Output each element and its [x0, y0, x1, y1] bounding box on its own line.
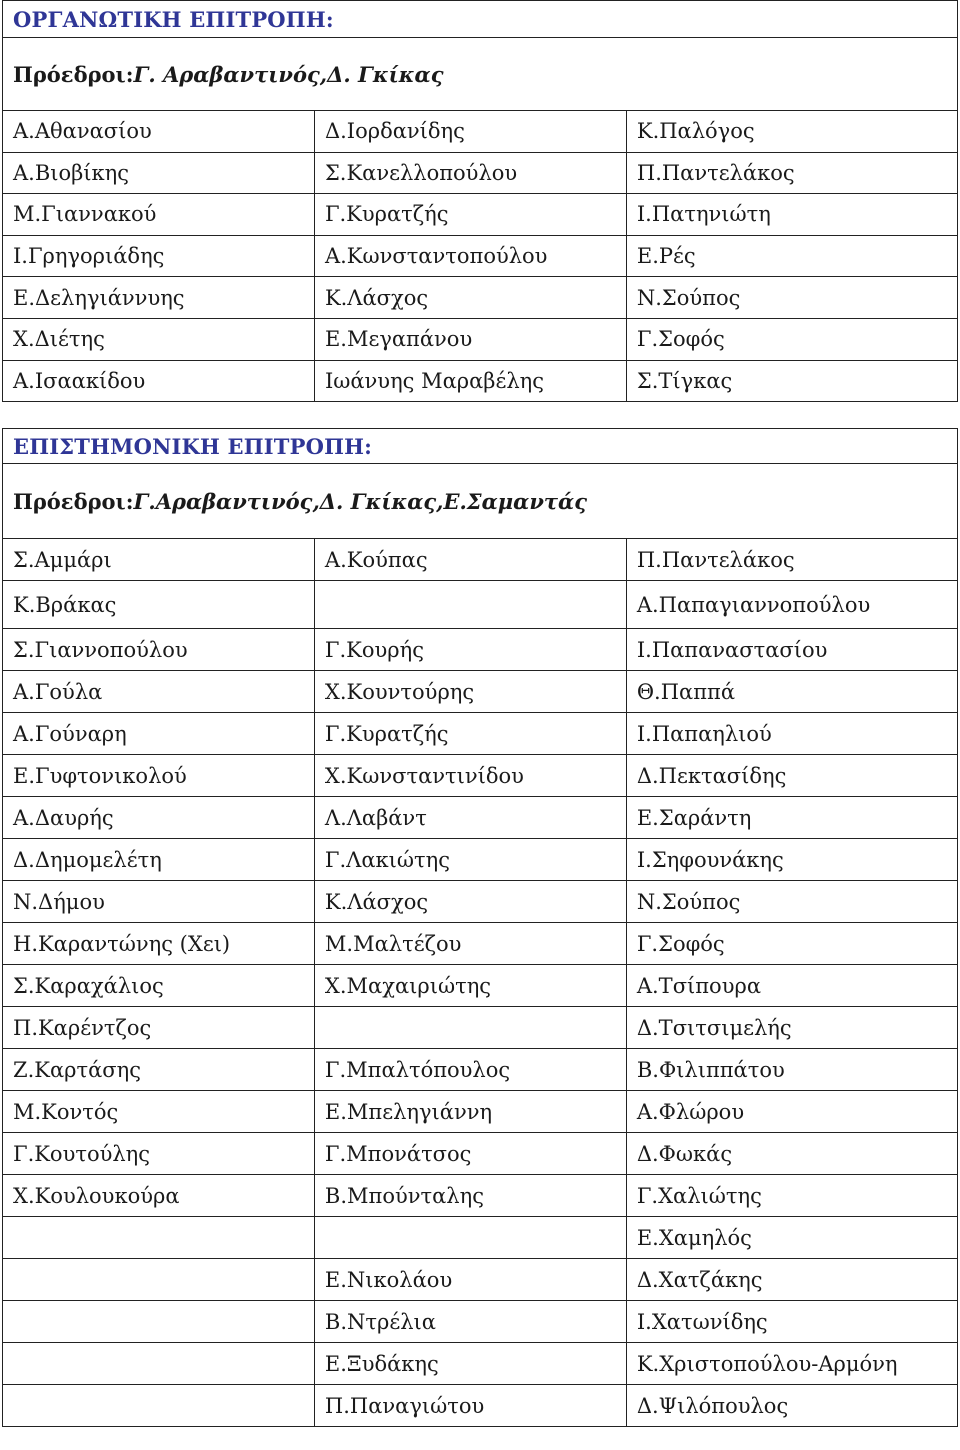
- member-name-cell: Γ.Λακιώτης: [314, 839, 626, 881]
- scientific-committee-table: [2, 428, 958, 1427]
- organizing-members: [3, 111, 958, 402]
- member-name-cell: Γ.Σοφός: [626, 318, 957, 360]
- member-name-cell: Α.Ισαακίδου: [3, 360, 315, 402]
- table-row: [3, 277, 958, 319]
- table-row: [3, 1049, 958, 1091]
- member-name-cell: Γ.Κυρατζής: [314, 713, 626, 755]
- member-name-cell: Β.Φιλιππάτου: [626, 1049, 957, 1091]
- table-row: [3, 923, 958, 965]
- member-name-cell: Β.Μπούνταλης: [314, 1175, 626, 1217]
- member-name-cell: Η.Καραντώνης (Χει): [3, 923, 315, 965]
- organizing-chairs: [3, 38, 958, 111]
- member-name-cell: Π.Παντελάκος: [626, 152, 957, 194]
- member-name-cell: Κ.Λάσχος: [314, 881, 626, 923]
- member-name-cell: Α.Αθανασίου: [3, 111, 315, 153]
- member-name-cell: Δ.Φωκάς: [626, 1133, 957, 1175]
- member-name-cell: Ι.Σηφουνάκης: [626, 839, 957, 881]
- member-name-cell: Ι.Πατηνιώτη: [626, 194, 957, 236]
- member-name-cell: Ε.Μπεληγιάννη: [314, 1091, 626, 1133]
- member-name-cell: Ε.Σαράντη: [626, 797, 957, 839]
- table-row: [3, 965, 958, 1007]
- member-name-cell: Χ.Κωνσταντινίδου: [314, 755, 626, 797]
- member-name-cell: Α.Κωνσταντοπούλου: [314, 235, 626, 277]
- member-name-cell: Ν.Σούπος: [626, 881, 957, 923]
- member-name-cell: Σ.Γιαννοπούλου: [3, 629, 315, 671]
- member-name-cell: Δ.Τσιτσιμελής: [626, 1007, 957, 1049]
- table-row: [3, 194, 958, 236]
- table-row: [3, 629, 958, 671]
- member-name-cell: Γ.Κυρατζής: [314, 194, 626, 236]
- member-name-cell: Α.Γούλα: [3, 671, 315, 713]
- committees-document: [2, 0, 958, 1427]
- member-name-cell: Μ.Μαλτέζου: [314, 923, 626, 965]
- member-name-cell: Χ.Μαχαιριώτης: [314, 965, 626, 1007]
- section-spacer: [2, 402, 958, 428]
- scientific-committee-heading: ΕΠΙΣΤΗΜΟΝΙΚΗ ΕΠΙΤΡΟΠΗ:: [3, 429, 958, 464]
- member-name-cell: Ε.Ρές: [626, 235, 957, 277]
- member-name-cell: Α.Τσίπουρα: [626, 965, 957, 1007]
- member-name-cell: Π.Καρέντζος: [3, 1007, 315, 1049]
- member-name-cell: Σ.Τίγκας: [626, 360, 957, 402]
- member-name-cell: [314, 1007, 626, 1049]
- scientific-chairs-names: Γ.Αραβαντινός,Δ. Γκίκας,Ε.Σαμαντάς: [133, 488, 587, 514]
- scientific-chairs: [3, 464, 958, 539]
- member-name-cell: Δ.Ιορδανίδης: [314, 111, 626, 153]
- member-name-cell: Ζ.Καρτάσης: [3, 1049, 315, 1091]
- member-name-cell: Ε.Νικολάου: [314, 1259, 626, 1301]
- member-name-cell: Π.Παντελάκος: [626, 539, 957, 581]
- table-row: [3, 235, 958, 277]
- member-name-cell: [314, 581, 626, 629]
- member-name-cell: Ε.Γυφτονικολού: [3, 755, 315, 797]
- table-row: [3, 111, 958, 153]
- member-name-cell: Α.Δαυρής: [3, 797, 315, 839]
- member-name-cell: Ι.Γρηγοριάδης: [3, 235, 315, 277]
- member-name-cell: Μ.Κοντός: [3, 1091, 315, 1133]
- organizing-committee-heading: ΟΡΓΑΝΩΤΙΚΗ ΕΠΙΤΡΟΠΗ:: [3, 1, 958, 38]
- member-name-cell: Ι.Χατωνίδης: [626, 1301, 957, 1343]
- member-name-cell: [3, 1343, 315, 1385]
- member-name-cell: Α.Βιοβίκης: [3, 152, 315, 194]
- member-name-cell: Γ.Κουτούλης: [3, 1133, 315, 1175]
- member-name-cell: Α.Φλώρου: [626, 1091, 957, 1133]
- member-name-cell: Σ.Αμμάρι: [3, 539, 315, 581]
- member-name-cell: Σ.Κανελλοπούλου: [314, 152, 626, 194]
- member-name-cell: Χ.Κουλουκούρα: [3, 1175, 315, 1217]
- member-name-cell: Ι.Παπαναστασίου: [626, 629, 957, 671]
- member-name-cell: Ε.Χαμηλός: [626, 1217, 957, 1259]
- member-name-cell: Α.Παπαγιαννοπούλου: [626, 581, 957, 629]
- member-name-cell: Ε.Μεγαπάνου: [314, 318, 626, 360]
- member-name-cell: Σ.Καραχάλιος: [3, 965, 315, 1007]
- table-row: [3, 1175, 958, 1217]
- member-name-cell: Γ.Κουρής: [314, 629, 626, 671]
- member-name-cell: Α.Κούπας: [314, 539, 626, 581]
- member-name-cell: Ιωάνυης Μαραβέλης: [314, 360, 626, 402]
- table-row: [3, 152, 958, 194]
- member-name-cell: Λ.Λαβάντ: [314, 797, 626, 839]
- table-row: [3, 1217, 958, 1259]
- member-name-cell: Ν.Δήμου: [3, 881, 315, 923]
- table-row: [3, 539, 958, 581]
- table-row: [3, 881, 958, 923]
- member-name-cell: Δ.Πεκτασίδης: [626, 755, 957, 797]
- member-name-cell: Δ.Χατζάκης: [626, 1259, 957, 1301]
- scientific-members: [3, 539, 958, 1427]
- member-name-cell: Γ.Μπονάτσος: [314, 1133, 626, 1175]
- organizing-chairs-label: Πρόεδροι:: [13, 61, 134, 87]
- member-name-cell: Α.Γούναρη: [3, 713, 315, 755]
- table-row: [3, 1301, 958, 1343]
- member-name-cell: Ε.Δεληγιάννυης: [3, 277, 315, 319]
- table-row: [3, 797, 958, 839]
- scientific-chairs-label: Πρόεδροι:: [13, 488, 134, 514]
- table-row: [3, 581, 958, 629]
- member-name-cell: Χ.Διέτης: [3, 318, 315, 360]
- member-name-cell: Π.Παναγιώτου: [314, 1385, 626, 1427]
- member-name-cell: [314, 1217, 626, 1259]
- member-name-cell: [3, 1301, 315, 1343]
- member-name-cell: Θ.Παππά: [626, 671, 957, 713]
- member-name-cell: Κ.Παλόγος: [626, 111, 957, 153]
- table-row: [3, 1007, 958, 1049]
- member-name-cell: Ε.Ξυδάκης: [314, 1343, 626, 1385]
- member-name-cell: Δ.Ψιλόπουλος: [626, 1385, 957, 1427]
- table-row: [3, 1385, 958, 1427]
- member-name-cell: Κ.Λάσχος: [314, 277, 626, 319]
- table-row: [3, 360, 958, 402]
- table-row: [3, 1091, 958, 1133]
- member-name-cell: Γ.Μπαλτόπουλος: [314, 1049, 626, 1091]
- member-name-cell: Δ.Δημομελέτη: [3, 839, 315, 881]
- member-name-cell: Μ.Γιαννακού: [3, 194, 315, 236]
- member-name-cell: Ν.Σούπος: [626, 277, 957, 319]
- member-name-cell: [3, 1259, 315, 1301]
- member-name-cell: Κ.Χριστοπούλου-Αρμόνη: [626, 1343, 957, 1385]
- member-name-cell: Κ.Βράκας: [3, 581, 315, 629]
- table-row: [3, 755, 958, 797]
- member-name-cell: [3, 1217, 315, 1259]
- member-name-cell: [3, 1385, 315, 1427]
- table-row: [3, 671, 958, 713]
- table-row: [3, 839, 958, 881]
- member-name-cell: Ι.Παπαηλιού: [626, 713, 957, 755]
- table-row: [3, 1343, 958, 1385]
- table-row: [3, 1133, 958, 1175]
- organizing-committee-table: [2, 0, 958, 402]
- member-name-cell: Γ.Χαλιώτης: [626, 1175, 957, 1217]
- table-row: [3, 1259, 958, 1301]
- table-row: [3, 318, 958, 360]
- organizing-chairs-names: Γ. Αραβαντινός,Δ. Γκίκας: [133, 61, 444, 87]
- member-name-cell: Β.Ντρέλια: [314, 1301, 626, 1343]
- table-row: [3, 713, 958, 755]
- member-name-cell: Χ.Κουντούρης: [314, 671, 626, 713]
- member-name-cell: Γ.Σοφός: [626, 923, 957, 965]
